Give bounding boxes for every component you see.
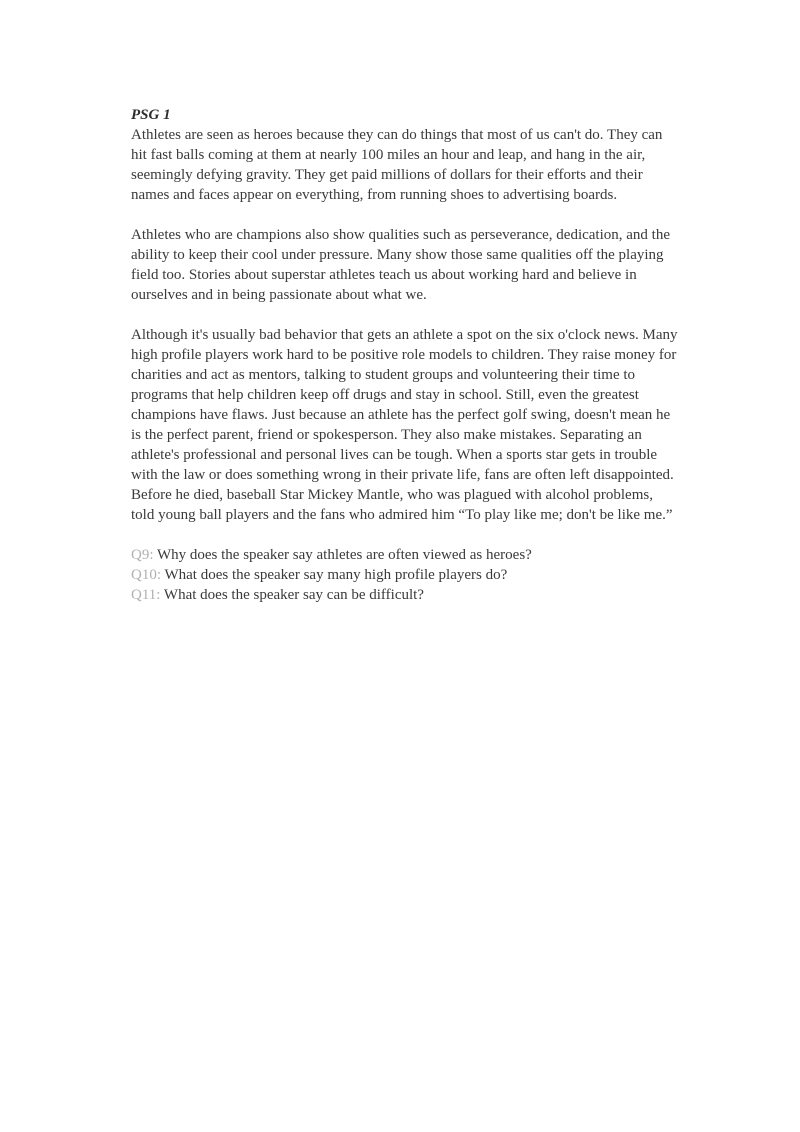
passage-title: PSG 1	[131, 107, 171, 123]
question-label: Q10:	[131, 567, 161, 583]
question-text: Why does the speaker say athletes are often viewed as heroes?	[153, 547, 532, 563]
question-text: What does the speaker say many high profile players do?	[161, 567, 508, 583]
question-item-q10	[131, 565, 679, 585]
question-item-q11	[131, 585, 679, 605]
passage-paragraph-1: Athletes are seen as heroes because they can do things that most of us can't do. They can hit fast balls coming at them at nearly 100 miles an hour and leap, and hang in the air, seemingly defying gravity. They get paid millions of dollars for their efforts and their names and faces appear on everything, from running shoes to advertising boards.	[131, 127, 663, 203]
question-item-q9	[131, 545, 679, 565]
passage-paragraph-2: Athletes who are champions also show qualities such as perseverance, dedication, and the ability to keep their cool under pressure. Many show those same qualities off the playing field too. Stories about superstar athletes teach us about working hard and believe in ourselves and in being passionate about what we.	[131, 227, 670, 303]
question-label: Q11:	[131, 587, 161, 603]
question-text: What does the speaker say can be difficult?	[160, 587, 424, 603]
passage-paragraph-3: Although it's usually bad behavior that gets an athlete a spot on the six o'clock news. Many high profile players work hard to be positive role models to children. They raise money for charities and act as mentors, talking to student groups and volunteering their time to programs that help children keep off drugs and stay in school. Still, even the greatest champions have flaws. Just because an athlete has the perfect golf swing, doesn't mean he is the perfect parent, friend or spokesperson. They also make mistakes. Separating an athlete's professional and personal lives can be tough. When a sports star gets in trouble with the law or does something wrong in their private life, fans are often left disappointed. Before he died, baseball Star Mickey Mantle, who was plagued with alcohol problems, told young ball players and the fans who admired him “To play like me; don't be like me.”	[131, 327, 678, 523]
question-list	[131, 545, 679, 605]
document-page	[131, 105, 679, 605]
question-label: Q9:	[131, 547, 154, 563]
